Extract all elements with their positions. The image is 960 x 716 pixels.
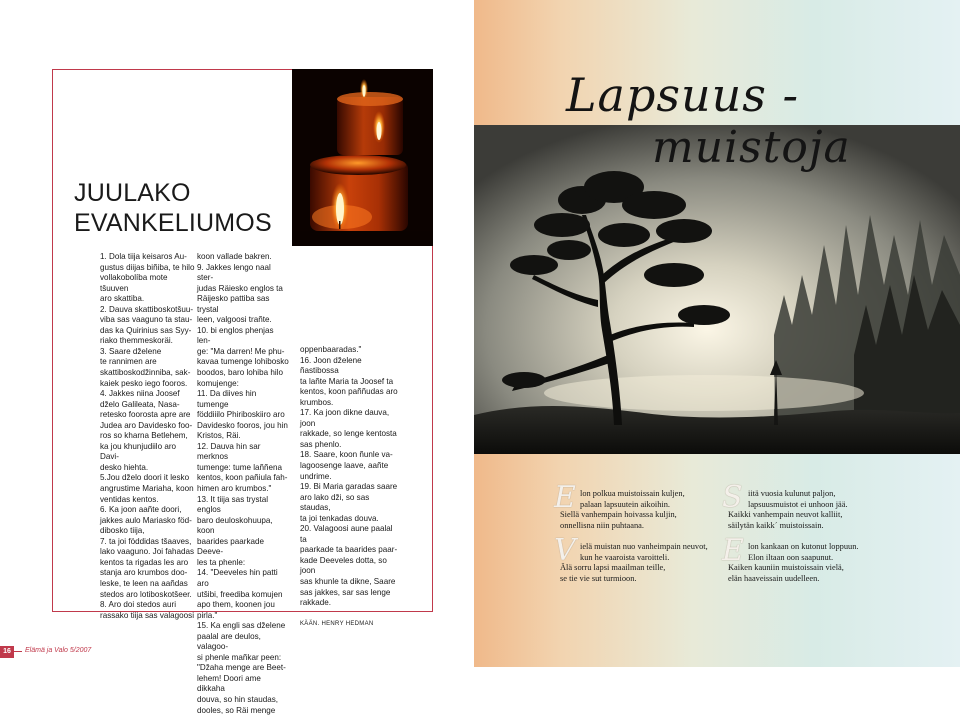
column-1-text: 1. Dola tiija keisaros Au- gustus diijas biñiba, te hilo vollakobolíba mote tšuuven aro skattiba. 2. Dauva skattiboskotšuu- viba sas vaaguno ta stau- das ka Quirinius sas Syy- riako themmeskoräi. 3. Saare dželene te rannimen are skattiboskodžinniba, sak- kaiek pesko iego fooros. 4. Jakkes niina Joosef dželo Galileata, Nasa- retesko foorosta apre are Judea aro Davidesko foo- ros so kharna Betlehem, ka jou khunjudiilo aro Davi- desko hiehta. 5.Jou dželo doori it lesko angrustime Mariaha, koon ventidas kentos. 6. Ka joon aañte doori, jakkes aulo Mariasko föd- dibosko tiija, 7. ta joi föddidas tšaaves, lako vaaguno. Joi fahadas kentos ta rigadas les aro stanja aro krumbos doo- leske, te leen na aañdas stedos aro lotiboskotšeer. 8. Aro doi stedos auri rassako tiija sas valagoosi [100,252,195,620]
drop-cap: E [722,533,744,568]
footer-rule [14,651,22,652]
poem-line: elän haaveissain uudelleen. [728,573,820,583]
drop-cap: V [554,533,576,568]
text-column-3 [300,345,400,629]
poem-stanza [722,480,859,531]
translator-credit: KÄÄN. HENRY HEDMAN [300,620,374,627]
text-column-1 [100,252,196,621]
heading-line-2: muistoja [652,122,851,173]
column-2-text: koon vallade bakren. 9. Jakkes lengo naal ster- judas Räiesko englos ta Räijesko pattiba sas trystal leen, valgoosi trañte. 10. bi englos phenjas len- ge: "Ma darren! Me phu- kavaa tumenge lohibosko boodos, baro lohiba hilo komujenge: 11. Da diives hin tumenge föddiiilo Phiriboskiiro aro Davidesko fooros, jou hin Kristos, Räi. 12. Dauva hin sar merknos tumenge: tume laññena kentos, koon pañiula fah- himen aro krumbos." 13. It tiija sas trystal englos baro deuloskohuupa, koon baarides paarkade Deeve- les ta phenle: 14. "Deeveles hin patti aro utšibi, freediba komujen apo them, koonen jou pirla." 15. Ka engli sas dželene paalal are deulos, valagoo- si phenle mañkar peen: "Džaha menge are Beet- lehem! Doori ame dikkaha douva, so hin staudas, dooles, so Räi menge [197,252,289,715]
poem-line: Älä sorru lapsi maailman teille, [560,563,666,572]
poem-line: palaan lapsuutein aikoihin. [580,499,671,509]
poem-line: Kaikki vanhempain neuvot kalliit, [728,510,843,519]
footer-publication: Elämä ja Valo 5/2007 [25,647,92,654]
title-line-1: JUULAKO [74,179,191,207]
poem-line: lon kankaan on kutonut loppuun. [748,542,859,551]
poem-line: Siellä vanhempain hoivassa kuljin, [560,510,677,519]
poem-line: säilytän kaikk´ muistoissain. [728,520,824,530]
heading-line-1: Lapsuus - [566,68,800,122]
poem-line: se tie vie sut turmioon. [560,573,637,583]
poem-line: lapsuusmuistot ei unhoon jää. [748,499,848,509]
tree-photo [474,125,960,454]
article-title [74,178,272,238]
poem-line: ielä muistan nuo vanheimpain neuvot, [580,542,708,551]
poem-line: Kaiken kauniin muistoissain vielä, [728,563,844,572]
drop-cap: S [722,480,743,515]
candle-photo [292,69,433,246]
text-column-2 [197,252,289,716]
poem-line: Elon iltaan oon saapunut. [748,552,834,562]
drop-cap: E [554,480,576,515]
poem-line: lon polkua muistoissain kuljen, [580,489,685,498]
poem-left-column [554,480,708,595]
poem-right-column [722,480,859,595]
page-number: 16 [0,646,14,658]
poem-stanza [554,480,708,531]
poem-line: kun he vaaroista varoitteli. [580,552,670,562]
poem-stanza [554,533,708,584]
poem-line: iitä vuosia kulunut paljon, [748,489,836,498]
poem-line: onnellisna niin puhtaana. [560,520,644,530]
title-line-2: EVANKELIUMOS [74,209,272,237]
poem-stanza [722,533,859,584]
column-3-text: oppenbaaradas." 16. Joon dželene ñastibossa ta lañte Maria ta Joosef ta kentos, koon paññudas aro krumbos. 17. Ka joon dikne dauva, joon rakkade, so lenge kentosta sas phenlo. 18. Saare, koon ñunle va- lagoosenge laave, aañte undrime. 19. Bi Maria garadas saare aro lako dži, so sas staudas, ta joi tenkadas douva. 20. Valagoosi aune paalal ta paarkade ta baarides paar- kade Deeveles dotta, so joon sas khunle ta dikne, Saare sas jakkes, sar sas lenge rakkade. [300,345,398,608]
